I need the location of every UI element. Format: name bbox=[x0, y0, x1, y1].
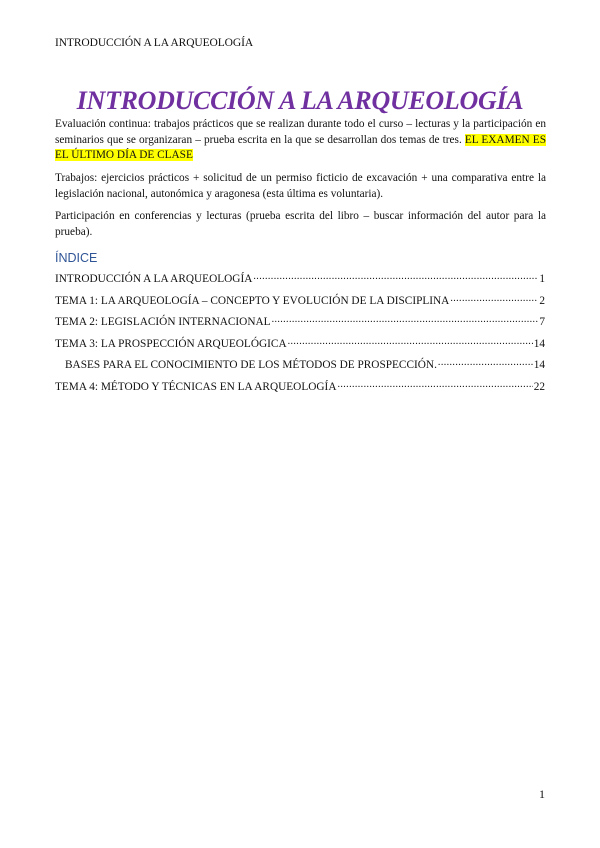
toc-entry-title[interactable]: TEMA 1: LA ARQUEOLOGÍA – CONCEPTO Y EVOLUCIÓN DE LA DISCIPLINA bbox=[55, 294, 450, 307]
toc-leader-dots bbox=[438, 356, 533, 368]
toc-entry-title[interactable]: BASES PARA EL CONOCIMIENTO DE LOS MÉTODOS DE PROSPECCIÓN. bbox=[65, 359, 437, 372]
toc-leader-dots bbox=[288, 335, 533, 347]
toc-entry[interactable] bbox=[55, 378, 545, 400]
assignments-paragraph: Trabajos: ejercicios prácticos + solicitud de un permiso ficticio de excavación + una comparativa entre la legislación nacional, autonómica y aragonesa (esta última es voluntaria). bbox=[55, 172, 546, 200]
toc-entry-page[interactable]: 7 bbox=[539, 316, 545, 329]
toc-entry-page[interactable]: 1 bbox=[539, 273, 545, 285]
index-heading: ÍNDICE bbox=[55, 251, 98, 265]
participation-paragraph: Participación en conferencias y lecturas (prueba escrita del libro – buscar información del autor para la prueba). bbox=[55, 210, 546, 238]
toc-leader-dots bbox=[450, 292, 538, 304]
toc-entry-title[interactable]: TEMA 4: MÉTODO Y TÉCNICAS EN LA ARQUEOLOGÍA bbox=[55, 380, 337, 393]
table-of-contents bbox=[55, 270, 545, 400]
page-header: INTRODUCCIÓN A LA ARQUEOLOGÍA bbox=[55, 37, 254, 49]
evaluation-paragraph bbox=[55, 117, 546, 164]
toc-leader-dots bbox=[337, 378, 532, 390]
exam-date-highlight: EL EXAMEN ES EL ÚLTIMO DÍA DE CLASE bbox=[55, 133, 546, 161]
page-number: 1 bbox=[539, 787, 545, 801]
toc-entry-title[interactable]: TEMA 2: LEGISLACIÓN INTERNACIONAL bbox=[55, 316, 271, 329]
toc-entry[interactable] bbox=[55, 313, 545, 335]
toc-entry-page[interactable]: 22 bbox=[533, 380, 545, 393]
toc-leader-dots bbox=[272, 313, 539, 325]
evaluation-text: Evaluación continua: trabajos prácticos que se realizan durante todo el curso – lecturas y la participación en seminarios que se organizaran – prueba escrita en la que se desarrollan dos temas de tres. bbox=[55, 118, 546, 146]
toc-entry[interactable] bbox=[55, 292, 545, 314]
toc-leader-dots bbox=[253, 270, 538, 282]
toc-entry-page[interactable]: 14 bbox=[533, 337, 545, 350]
document-title: INTRODUCCIÓN A LA ARQUEOLOGÍA bbox=[76, 86, 524, 115]
toc-entry-page[interactable]: 2 bbox=[539, 294, 545, 307]
toc-subentry[interactable] bbox=[55, 356, 545, 378]
toc-entry-title[interactable]: INTRODUCCIÓN A LA ARQUEOLOGÍA bbox=[55, 273, 253, 285]
toc-entry-title[interactable]: TEMA 3: LA PROSPECCIÓN ARQUEOLÓGICA bbox=[55, 337, 287, 350]
toc-entry[interactable] bbox=[55, 270, 545, 292]
toc-entry[interactable] bbox=[55, 335, 545, 357]
toc-entry-page[interactable]: 14 bbox=[533, 359, 545, 372]
